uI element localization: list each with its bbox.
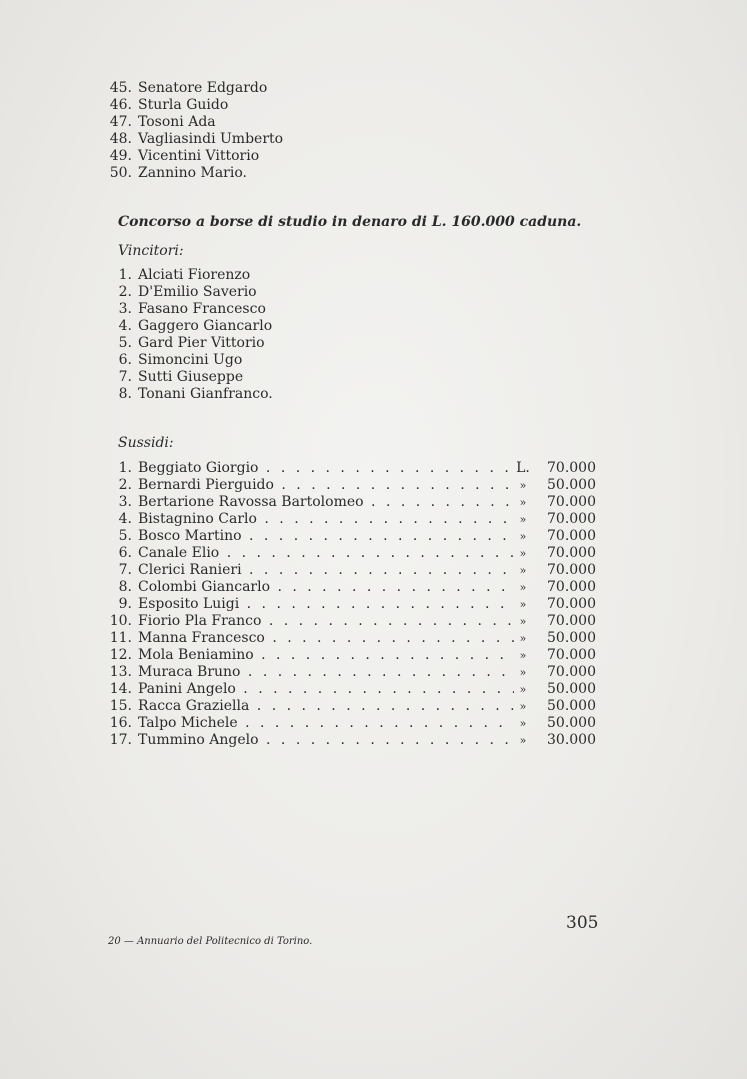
subsidy-number: 16. [109, 715, 132, 731]
subsidy-currency: » [519, 564, 527, 577]
subsidy-currency: » [519, 547, 527, 560]
subsidy-row [104, 596, 604, 613]
subsidy-currency: » [519, 683, 527, 696]
subsidy-row [104, 630, 604, 647]
subsidy-number: 5. [118, 528, 132, 544]
subsidy-row [104, 545, 604, 562]
list-item [104, 369, 273, 386]
item-name: Tonani Gianfranco. [138, 386, 273, 402]
item-name: Gaggero Giancarlo [138, 318, 273, 334]
subsidy-number: 13. [109, 664, 132, 680]
contest-title: Concorso a borse di studio in denaro di L. 160.000 caduna. [118, 214, 582, 230]
subsidy-name: Muraca Bruno . . . [138, 664, 514, 681]
subsidies-heading: Sussidi: [118, 435, 174, 451]
list-item [104, 318, 273, 335]
subsidy-name: Panini Angelo . . . [138, 681, 514, 698]
subsidies-list [104, 460, 604, 749]
item-name: Tosoni Ada [138, 114, 216, 130]
subsidy-amount: 50.000 [547, 715, 596, 731]
item-name: Vagliasindi Umberto [138, 131, 284, 147]
subsidy-number: 7. [118, 562, 132, 578]
subsidy-currency: » [519, 479, 527, 492]
subsidy-name: Bistagnino Carlo . . . [138, 511, 514, 528]
item-number: 47. [109, 114, 132, 130]
subsidy-name: Bosco Martino . . . [138, 528, 514, 545]
subsidy-amount: 70.000 [547, 664, 596, 680]
item-name: D'Emilio Saverio [138, 284, 257, 300]
subsidy-number: 4. [118, 511, 132, 527]
subsidy-amount: 70.000 [547, 511, 596, 527]
subsidy-name: Canale Elio . . . [138, 545, 514, 562]
subsidy-amount: 50.000 [547, 681, 596, 697]
subsidy-number: 12. [109, 647, 132, 663]
item-name: Gard Pier Vittorio [138, 335, 265, 351]
subsidy-row [104, 698, 604, 715]
subsidy-row [104, 494, 604, 511]
item-name: Simoncini Ugo [138, 352, 243, 368]
subsidy-number: 17. [109, 732, 132, 748]
list-item [104, 301, 273, 318]
subsidy-number: 14. [109, 681, 132, 697]
item-number: 45. [109, 80, 132, 96]
subsidy-currency: » [519, 734, 527, 747]
item-number: 4. [118, 318, 132, 334]
subsidy-name: Clerici Ranieri . . . [138, 562, 514, 579]
item-number: 48. [109, 131, 132, 147]
list-item [104, 148, 283, 165]
subsidy-row [104, 511, 604, 528]
winners-list [104, 267, 273, 403]
subsidy-currency: » [519, 581, 527, 594]
subsidy-amount: 70.000 [547, 460, 596, 476]
subsidy-number: 6. [118, 545, 132, 561]
previous-names-list [104, 80, 283, 182]
subsidy-amount: 70.000 [547, 647, 596, 663]
subsidy-currency: » [519, 666, 527, 679]
list-item [104, 284, 273, 301]
show-through-from-reverse [255, 88, 635, 208]
item-name: Alciati Fiorenzo [138, 267, 251, 283]
item-number: 50. [109, 165, 132, 181]
subsidy-row [104, 579, 604, 596]
subsidy-amount: 70.000 [547, 528, 596, 544]
list-item [104, 352, 273, 369]
item-number: 49. [109, 148, 132, 164]
list-item [104, 335, 273, 352]
subsidy-amount: 70.000 [547, 494, 596, 510]
list-item [104, 267, 273, 284]
subsidy-currency: » [519, 700, 527, 713]
item-name: Sturla Guido [138, 97, 229, 113]
subsidy-row [104, 664, 604, 681]
subsidy-row [104, 562, 604, 579]
item-number: 2. [118, 284, 132, 300]
subsidy-row [104, 732, 604, 749]
subsidy-currency: » [519, 615, 527, 628]
subsidy-currency: » [519, 598, 527, 611]
subsidy-name: Colombi Giancarlo . . . [138, 579, 514, 596]
subsidy-number: 10. [109, 613, 132, 629]
subsidy-name: Fiorio Pla Franco . . . [138, 613, 514, 630]
winners-heading: Vincitori: [118, 243, 184, 259]
subsidy-currency: L. [516, 460, 530, 476]
item-number: 1. [118, 267, 132, 283]
subsidy-name: Bertarione Ravossa Bartolomeo . . . [138, 494, 514, 511]
subsidy-amount: 70.000 [547, 545, 596, 561]
subsidy-amount: 50.000 [547, 630, 596, 646]
item-name: Fasano Francesco [138, 301, 266, 317]
subsidy-name: Esposito Luigi . . . [138, 596, 514, 613]
subsidy-number: 9. [118, 596, 132, 612]
subsidy-row [104, 460, 604, 477]
list-item [104, 80, 283, 97]
subsidy-row [104, 715, 604, 732]
subsidy-amount: 70.000 [547, 596, 596, 612]
list-item [104, 131, 283, 148]
subsidy-number: 15. [109, 698, 132, 714]
item-name: Zannino Mario. [138, 165, 247, 181]
subsidy-amount: 70.000 [547, 562, 596, 578]
subsidy-currency: » [519, 649, 527, 662]
item-number: 6. [118, 352, 132, 368]
subsidy-number: 3. [118, 494, 132, 510]
subsidy-name: Mola Beniamino . . . [138, 647, 514, 664]
footer-note: 20 — Annuario del Politecnico di Torino. [108, 936, 313, 947]
subsidy-name: Tummino Angelo . . . [138, 732, 514, 749]
item-number: 5. [118, 335, 132, 351]
list-item [104, 386, 273, 403]
subsidy-number: 11. [109, 630, 132, 646]
list-item [104, 97, 283, 114]
subsidy-currency: » [519, 530, 527, 543]
subsidy-name: Manna Francesco . . . [138, 630, 514, 647]
item-number: 46. [109, 97, 132, 113]
subsidy-row [104, 528, 604, 545]
subsidy-currency: » [519, 632, 527, 645]
subsidy-row [104, 647, 604, 664]
subsidy-amount: 50.000 [547, 698, 596, 714]
subsidy-number: 1. [118, 460, 132, 476]
subsidy-row [104, 681, 604, 698]
subsidy-currency: » [519, 717, 527, 730]
list-item [104, 114, 283, 131]
item-name: Sutti Giuseppe [138, 369, 244, 385]
item-name: Senatore Edgardo [138, 80, 268, 96]
item-name: Vicentini Vittorio [138, 148, 260, 164]
item-number: 8. [118, 386, 132, 402]
subsidy-amount: 70.000 [547, 579, 596, 595]
subsidy-name: Beggiato Giorgio . . . [138, 460, 514, 477]
item-number: 3. [118, 301, 132, 317]
page-number: 305 [566, 913, 599, 933]
list-item [104, 165, 283, 182]
subsidy-row [104, 477, 604, 494]
subsidy-name: Talpo Michele . . . [138, 715, 514, 732]
subsidy-number: 8. [118, 579, 132, 595]
subsidy-currency: » [519, 496, 527, 509]
subsidy-row [104, 613, 604, 630]
subsidy-amount: 50.000 [547, 477, 596, 493]
subsidy-name: Bernardi Pierguido . . . [138, 477, 514, 494]
subsidy-name: Racca Graziella . . . [138, 698, 514, 715]
item-number: 7. [118, 369, 132, 385]
subsidy-number: 2. [118, 477, 132, 493]
subsidy-amount: 70.000 [547, 613, 596, 629]
subsidy-amount: 30.000 [547, 732, 596, 748]
subsidy-currency: » [519, 513, 527, 526]
